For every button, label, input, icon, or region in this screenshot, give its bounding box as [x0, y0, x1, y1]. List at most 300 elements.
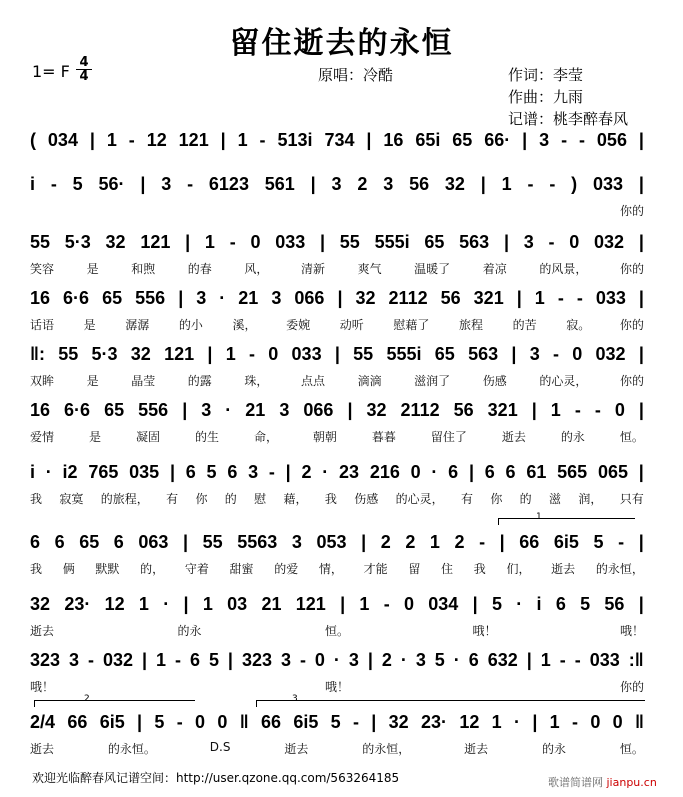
note-group: 3 — [161, 173, 172, 194]
note-group: 65i — [415, 129, 441, 150]
lyric-word: 是 — [88, 430, 101, 444]
lyric-word: 哦！ — [472, 624, 497, 638]
note-group: 21 — [245, 399, 266, 420]
note-group: 21 — [261, 593, 282, 614]
note-group: 323 — [30, 649, 61, 670]
note-group: 3 — [383, 173, 394, 194]
lyrics-line — [30, 428, 644, 444]
note-group: 6 — [484, 461, 495, 482]
barline: | — [638, 287, 644, 308]
note-group: - — [559, 649, 566, 670]
time-signature — [76, 56, 92, 83]
lyric-word: 我 — [324, 492, 337, 506]
lyric-word: 的苦 — [512, 318, 537, 332]
note-group: 121 — [164, 343, 195, 364]
note-group: · — [431, 461, 438, 482]
lyric-word: 情， — [318, 562, 343, 576]
note-group: 56 — [604, 593, 625, 614]
note-group: 32 — [388, 711, 409, 732]
notes-line — [30, 230, 644, 254]
note-group: 632 — [487, 649, 518, 670]
note-group: 032 — [102, 649, 134, 670]
note-group: 555i — [374, 231, 410, 252]
note-group: 55 — [30, 231, 51, 252]
note-group: ( — [30, 129, 36, 150]
lyric-word: 和煦 — [131, 262, 156, 276]
lyric-word: 滴滴 — [357, 374, 382, 388]
barline: | — [468, 461, 474, 482]
note-group: 0 — [572, 343, 583, 364]
note-group: 065 — [597, 461, 628, 482]
note-group: i2 — [62, 461, 78, 482]
lyric-word: 的风景， — [539, 262, 588, 276]
note-group: 56· — [98, 173, 125, 194]
note-group: 3 — [196, 287, 207, 308]
note-group: 12 — [459, 711, 480, 732]
barline: | — [89, 129, 95, 150]
note-group: 3 — [348, 649, 359, 670]
lyric-word: 恒。 — [324, 624, 349, 638]
notes-line — [30, 286, 644, 310]
lyric-word: 着凉 — [482, 262, 507, 276]
lyric-word: 的 — [224, 492, 237, 506]
note-group: 5 — [330, 711, 341, 732]
note-group: 053 — [316, 531, 347, 552]
barline: | — [169, 461, 175, 482]
barline: | — [511, 343, 517, 364]
note-group: 6 — [185, 461, 196, 482]
note-group: 23· — [64, 593, 91, 614]
note-group: 121 — [140, 231, 171, 252]
note-group: 6 — [448, 461, 459, 482]
note-group: 3 — [69, 649, 80, 670]
note-group: 1 — [225, 343, 236, 364]
lyric-word: 我 — [473, 562, 486, 576]
note-group: 734 — [324, 129, 355, 150]
note-group: ) — [571, 173, 578, 194]
barline: | — [227, 649, 233, 670]
lyric-word: 我 — [30, 562, 43, 576]
lyric-word: D.S — [209, 740, 231, 754]
note-group: 1 — [156, 649, 167, 670]
note-group: - — [249, 343, 255, 364]
lyric-word: 们， — [506, 562, 531, 576]
note-group: 1 — [540, 649, 551, 670]
note-group: 5 — [491, 593, 502, 614]
lyric-word: 才能 — [363, 562, 388, 576]
note-group: - — [187, 173, 194, 194]
lyric-word: 有 — [166, 492, 179, 506]
lyric-word: 逝去 — [464, 742, 489, 756]
note-group: 556 — [138, 399, 169, 420]
lyric-word: 的永恒。 — [107, 742, 156, 756]
note-group: 3 — [331, 173, 342, 194]
note-group: 066 — [303, 399, 334, 420]
note-group: 0 — [217, 711, 228, 732]
note-group: 2 — [381, 649, 392, 670]
barline: | — [526, 649, 532, 670]
lyric-word: 寂寞 — [59, 492, 84, 506]
barline: | — [310, 173, 316, 194]
note-group: 16 — [30, 287, 51, 308]
watermark-site: jianpu.cn — [606, 776, 657, 789]
barline: | — [638, 461, 644, 482]
lyric-word: 的心灵， — [395, 492, 444, 506]
lyric-word: 珠， — [244, 374, 269, 388]
lyric-word: 逝去 — [551, 562, 576, 576]
note-group: 033 — [275, 231, 306, 252]
footer-text: 欢迎光临醉春风记谱空间：http://user.qzone.qq.com/563264185 — [32, 771, 400, 785]
note-group: 1 — [359, 593, 370, 614]
note-group: · — [400, 649, 407, 670]
barline: | — [361, 531, 367, 552]
note-group: - — [259, 129, 266, 150]
lyric-word: 滋 — [549, 492, 562, 506]
barline: | — [532, 711, 538, 732]
barline: | — [320, 231, 326, 252]
note-group: 55 — [202, 531, 223, 552]
lyric-word: 风， — [244, 262, 269, 276]
note-group: 121 — [295, 593, 326, 614]
note-group: 5·3 — [64, 231, 91, 252]
lyric-word: 爽气 — [357, 262, 382, 276]
note-group: 0 — [612, 711, 623, 732]
lyric-word: 逝去 — [284, 742, 309, 756]
note-group: 1 — [429, 531, 440, 552]
lyric-word: 你的 — [619, 680, 644, 694]
note-group: 66· — [484, 129, 511, 150]
note-group: 56 — [453, 399, 474, 420]
note-group: 3 — [415, 649, 426, 670]
note-group: 1 — [237, 129, 248, 150]
lyric-word: 逝去 — [501, 430, 526, 444]
note-group: 6 — [189, 649, 200, 670]
barline: | — [178, 287, 184, 308]
note-group: - — [479, 531, 486, 552]
note-group: 561 — [264, 173, 295, 194]
lyrics-line — [30, 202, 644, 218]
note-group: - — [579, 129, 585, 150]
barline: | — [638, 531, 644, 552]
note-group: 3 — [523, 231, 534, 252]
note-group: 6 — [54, 531, 65, 552]
notes-line — [30, 592, 644, 616]
barline: | — [337, 287, 343, 308]
note-group: 3 — [291, 531, 302, 552]
lyric-word: 你的 — [619, 262, 644, 276]
note-group: 6·6 — [63, 287, 90, 308]
note-group: 65 — [79, 531, 100, 552]
lyric-word: 的春 — [187, 262, 212, 276]
lyrics-line — [30, 260, 644, 276]
note-group: 2 — [301, 461, 312, 482]
lyrics-line — [30, 622, 644, 638]
barline: | — [638, 399, 644, 420]
lyric-word: 滋润了 — [414, 374, 451, 388]
volta-bracket-1 — [498, 518, 635, 525]
barline: ‖ — [239, 711, 249, 732]
note-group: 55 — [353, 343, 374, 364]
barline: | — [347, 399, 353, 420]
transcriber-credit: 记谱：桃李醉春风 — [508, 110, 629, 128]
lyrics-line — [30, 316, 644, 332]
lyric-word: 哦！ — [30, 680, 55, 694]
note-group: 5 — [580, 593, 591, 614]
note-group: 556 — [135, 287, 166, 308]
note-group: - — [574, 649, 581, 670]
lyrics-line — [30, 372, 644, 388]
note-group: 32 — [355, 287, 376, 308]
lyric-word: 双眸 — [30, 374, 55, 388]
lyric-word: 的旅程， — [100, 492, 149, 506]
lyric-word: 的小 — [178, 318, 203, 332]
lyrics-line — [30, 490, 644, 506]
lyric-word: 委婉 — [286, 318, 311, 332]
note-group: - — [88, 649, 94, 670]
note-group: 3 — [248, 461, 259, 482]
note-group: 2112 — [400, 399, 440, 420]
note-group: 65 — [424, 231, 445, 252]
notes-line — [30, 648, 644, 672]
barline: | — [334, 343, 340, 364]
watermark-text: 歌谱简谱网 — [548, 776, 603, 789]
note-group: 2112 — [388, 287, 428, 308]
lyric-word: 俩 — [62, 562, 75, 576]
barline: | — [516, 287, 522, 308]
note-group: 5·3 — [91, 343, 118, 364]
lyric-word: 的 — [519, 492, 532, 506]
note-group: 056 — [596, 129, 627, 150]
barline: ‖: — [30, 343, 45, 364]
lyric-word: 的永恒， — [362, 742, 411, 756]
barline: | — [371, 711, 377, 732]
barline: | — [367, 649, 373, 670]
note-group: 1 — [491, 711, 502, 732]
lyric-word: 的露 — [187, 374, 212, 388]
note-group: 034 — [47, 129, 78, 150]
note-group: 033 — [589, 649, 620, 670]
note-group: i — [30, 173, 36, 194]
barline: | — [366, 129, 372, 150]
lyric-word: 哦！ — [619, 624, 644, 638]
note-group: 6123 — [208, 173, 249, 194]
note-group: · — [163, 593, 170, 614]
lyric-word: 旅程 — [459, 318, 484, 332]
note-group: 65 — [102, 287, 123, 308]
note-group: 0 — [410, 461, 421, 482]
lyric-word: 伤感 — [482, 374, 507, 388]
note-group: · — [225, 399, 232, 420]
note-group: - — [527, 173, 534, 194]
lyric-word: 的， — [140, 562, 165, 576]
note-group: 6i5 — [99, 711, 125, 732]
lyric-word: 甜蜜 — [229, 562, 254, 576]
note-group: 03 — [227, 593, 248, 614]
note-group: · — [219, 287, 226, 308]
lyric-word: 的永恒， — [595, 562, 644, 576]
lyric-word: 的永 — [542, 742, 567, 756]
lyric-word: 的爱 — [274, 562, 299, 576]
lyric-word: 逝去 — [30, 742, 55, 756]
lyric-word: 你的 — [619, 204, 644, 218]
note-group: - — [549, 173, 556, 194]
lyric-word: 默默 — [95, 562, 120, 576]
lyric-word: 逝去 — [30, 624, 55, 638]
note-group: 65 — [452, 129, 473, 150]
volta-number-1: 1 — [536, 512, 542, 522]
note-group: 3 — [271, 287, 282, 308]
note-group: 033 — [291, 343, 322, 364]
note-group: 0 — [314, 649, 325, 670]
note-group: - — [128, 129, 135, 150]
lyric-word: 润， — [578, 492, 603, 506]
lyric-word: 住 — [441, 562, 454, 576]
note-group: 765 — [88, 461, 119, 482]
lyric-word: 是 — [86, 374, 99, 388]
barline: | — [503, 231, 509, 252]
note-group: 56 — [409, 173, 430, 194]
note-group: 2 — [357, 173, 368, 194]
note-group: 2 — [454, 531, 465, 552]
lyric-word: 你的 — [619, 318, 644, 332]
note-group: 035 — [129, 461, 160, 482]
note-group: 6 — [505, 461, 516, 482]
note-group: - — [229, 231, 236, 252]
lyric-word: 只有 — [619, 492, 644, 506]
note-group: 6 — [227, 461, 238, 482]
watermark — [548, 774, 657, 790]
note-group: 23· — [421, 711, 448, 732]
lyric-word: 你的 — [619, 374, 644, 388]
note-group: 3 — [539, 129, 550, 150]
note-group: 66 — [519, 531, 540, 552]
note-group: · — [514, 711, 520, 732]
note-group: 23 — [339, 461, 360, 482]
lyric-word: 慰 — [254, 492, 267, 506]
barline: | — [182, 399, 188, 420]
note-group: 3 — [279, 399, 290, 420]
volta-number-3: 3 — [292, 694, 298, 704]
note-group: 033 — [595, 287, 626, 308]
notes-line — [30, 128, 644, 152]
note-group: 1 — [106, 129, 117, 150]
note-group: 1 — [138, 593, 149, 614]
note-group: · — [453, 649, 460, 670]
note-group: 66 — [67, 711, 88, 732]
lyric-word: 留住了 — [430, 430, 467, 444]
key-signature: 1= F — [32, 62, 70, 81]
note-group: 032 — [594, 231, 625, 252]
note-group: 034 — [428, 593, 459, 614]
barline: | — [480, 173, 486, 194]
note-group: 12 — [104, 593, 125, 614]
lyric-word: 伤感 — [354, 492, 379, 506]
barline: | — [638, 231, 644, 252]
note-group: - — [552, 343, 559, 364]
note-group: 32 — [130, 343, 151, 364]
note-group: 5 — [72, 173, 83, 194]
lyric-word: 你 — [490, 492, 503, 506]
lyric-word: 的永 — [560, 430, 585, 444]
note-group: 32 — [444, 173, 465, 194]
note-group: 066 — [294, 287, 325, 308]
barline: | — [141, 649, 148, 670]
note-group: 16 — [383, 129, 404, 150]
lyric-word: 恒。 — [619, 742, 644, 756]
time-signature-bottom: 4 — [76, 69, 92, 83]
note-group: 2 — [380, 531, 391, 552]
lyric-word: 凝固 — [135, 430, 160, 444]
notes-line — [30, 342, 644, 366]
note-group: 1 — [550, 399, 561, 420]
note-group: 563 — [468, 343, 499, 364]
lyric-word: 守着 — [184, 562, 209, 576]
barline: ‖ — [634, 711, 644, 732]
note-group: · — [333, 649, 340, 670]
barline: | — [183, 531, 189, 552]
note-group: i — [30, 461, 36, 482]
note-group: 32 — [366, 399, 387, 420]
barline: | — [207, 343, 213, 364]
notes-line — [30, 398, 644, 422]
lyric-word: 命， — [253, 430, 278, 444]
note-group: 3 — [201, 399, 212, 420]
note-group: 5 — [593, 531, 604, 552]
barline: | — [340, 593, 346, 614]
note-group: 32 — [105, 231, 126, 252]
lyric-word: 的永 — [177, 624, 202, 638]
note-group: 3 — [280, 649, 291, 670]
lyric-word: 清新 — [300, 262, 325, 276]
note-group: 323 — [241, 649, 272, 670]
lyric-word: 哦！ — [324, 680, 349, 694]
barline: | — [220, 129, 226, 150]
note-group: 6 — [555, 593, 566, 614]
note-group: 32 — [30, 593, 51, 614]
note-group: 16 — [30, 399, 51, 420]
note-group: 0 — [195, 711, 206, 732]
note-group: 0 — [268, 343, 279, 364]
note-group: 55 — [58, 343, 79, 364]
note-group: 5563 — [237, 531, 278, 552]
note-group: 21 — [238, 287, 259, 308]
barline: | — [638, 343, 644, 364]
barline: | — [472, 593, 478, 614]
note-group: 0 — [403, 593, 414, 614]
note-group: - — [594, 399, 601, 420]
lyric-word: 动听 — [339, 318, 364, 332]
note-group: 1 — [204, 231, 215, 252]
note-group: - — [352, 711, 359, 732]
note-group: - — [557, 287, 564, 308]
lyric-word: 是 — [83, 318, 96, 332]
lyric-word: 话语 — [30, 318, 55, 332]
note-group: - — [383, 593, 390, 614]
lyric-word: 有 — [460, 492, 473, 506]
song-title: 留住逝去的永恒 — [229, 26, 454, 61]
note-group: 61 — [526, 461, 547, 482]
note-group: 6 — [468, 649, 479, 670]
note-group: · — [45, 461, 52, 482]
note-group: i — [536, 593, 542, 614]
note-group: 5 — [434, 649, 445, 670]
notes-line — [30, 172, 644, 196]
lyric-word: 温暖了 — [414, 262, 451, 276]
note-group: - — [618, 531, 625, 552]
lyric-word: 爱情 — [30, 430, 55, 444]
note-group: 216 — [369, 461, 400, 482]
barline: | — [285, 461, 291, 482]
